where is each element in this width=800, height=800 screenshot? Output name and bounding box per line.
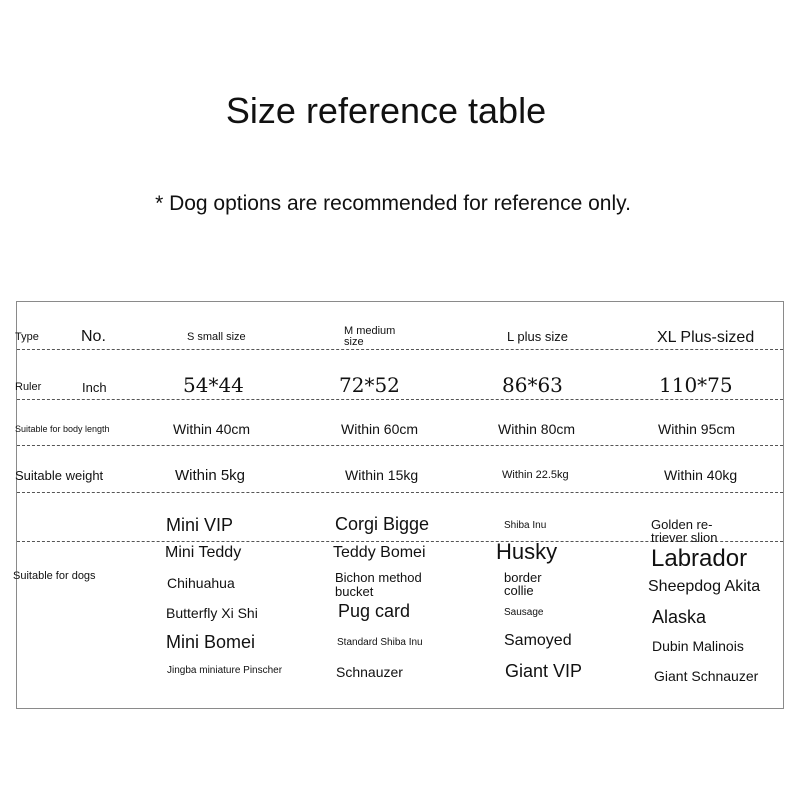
body-length-s: Within 40cm — [173, 421, 251, 437]
type-xl: XL Plus-sized — [657, 329, 755, 346]
row-separator — [17, 399, 783, 400]
dog-l-3: border — [504, 570, 542, 585]
dog-xl-7: Giant Schnauzer — [654, 668, 759, 684]
row-label-ruler: Ruler — [15, 381, 42, 393]
dog-m-5: Pug card — [338, 601, 411, 621]
weight-s: Within 5kg — [175, 467, 246, 484]
dog-m-1: Corgi Bigge — [335, 514, 430, 534]
dog-xl-3: Labrador — [651, 545, 748, 572]
dog-l-5: Sausage — [504, 607, 544, 618]
page-title: Size reference table — [225, 90, 547, 131]
row-label-type: Type — [15, 331, 39, 343]
type-m-line1: M medium — [344, 325, 396, 337]
row-separator — [17, 492, 783, 493]
dog-m-6: Standard Shiba Inu — [337, 637, 423, 648]
row-separator — [17, 445, 783, 446]
dog-m-4: bucket — [335, 584, 374, 599]
dog-l-1: Shiba Inu — [504, 520, 547, 531]
type-no: No. — [81, 328, 106, 345]
ruler-unit: Inch — [82, 380, 107, 395]
dog-l-2: Husky — [496, 539, 558, 564]
dog-m-3: Bichon method — [335, 570, 422, 585]
row-label-body-length: Suitable for body length — [15, 424, 110, 434]
dog-xl-2: triever slion — [651, 530, 718, 545]
weight-l: Within 22.5kg — [502, 469, 569, 481]
ruler-m: 72*52 — [339, 373, 400, 397]
weight-xl: Within 40kg — [664, 467, 738, 483]
dog-l-6: Samoyed — [504, 632, 572, 649]
dog-s-2: Mini Teddy — [165, 544, 242, 561]
body-length-m: Within 60cm — [341, 421, 419, 437]
dog-s-3: Chihuahua — [167, 575, 235, 591]
dog-l-7: Giant VIP — [505, 661, 583, 681]
dog-s-4: Butterfly Xi Shi — [166, 605, 258, 621]
ruler-xl: 110*75 — [659, 373, 733, 397]
weight-m: Within 15kg — [345, 467, 419, 483]
dog-xl-4: Sheepdog Akita — [648, 578, 761, 595]
dog-s-5: Mini Bomei — [166, 632, 256, 652]
size-table — [13, 301, 784, 709]
dog-xl-1: Golden re- — [651, 517, 713, 532]
dog-s-1: Mini VIP — [166, 515, 234, 535]
dog-m-2: Teddy Bomei — [333, 544, 426, 561]
ruler-s: 54*44 — [183, 373, 244, 397]
dog-l-4: collie — [504, 583, 534, 598]
row-separator — [17, 349, 783, 350]
dog-s-6: Jingba miniature Pinscher — [167, 665, 283, 676]
row-label-dogs: Suitable for dogs — [13, 570, 96, 582]
type-s: S small size — [187, 331, 246, 343]
body-length-l: Within 80cm — [498, 421, 576, 437]
type-l: L plus size — [507, 329, 568, 344]
row-label-weight: Suitable weight — [15, 468, 104, 483]
dog-xl-5: Alaska — [652, 607, 707, 627]
dog-xl-6: Dubin Malinois — [652, 638, 744, 654]
reference-note: * Dog options are recommended for reference only. — [155, 192, 631, 215]
ruler-l: 86*63 — [502, 373, 563, 397]
body-length-xl: Within 95cm — [658, 421, 736, 437]
type-m-line2: size — [344, 336, 364, 348]
dog-m-7: Schnauzer — [336, 664, 403, 680]
